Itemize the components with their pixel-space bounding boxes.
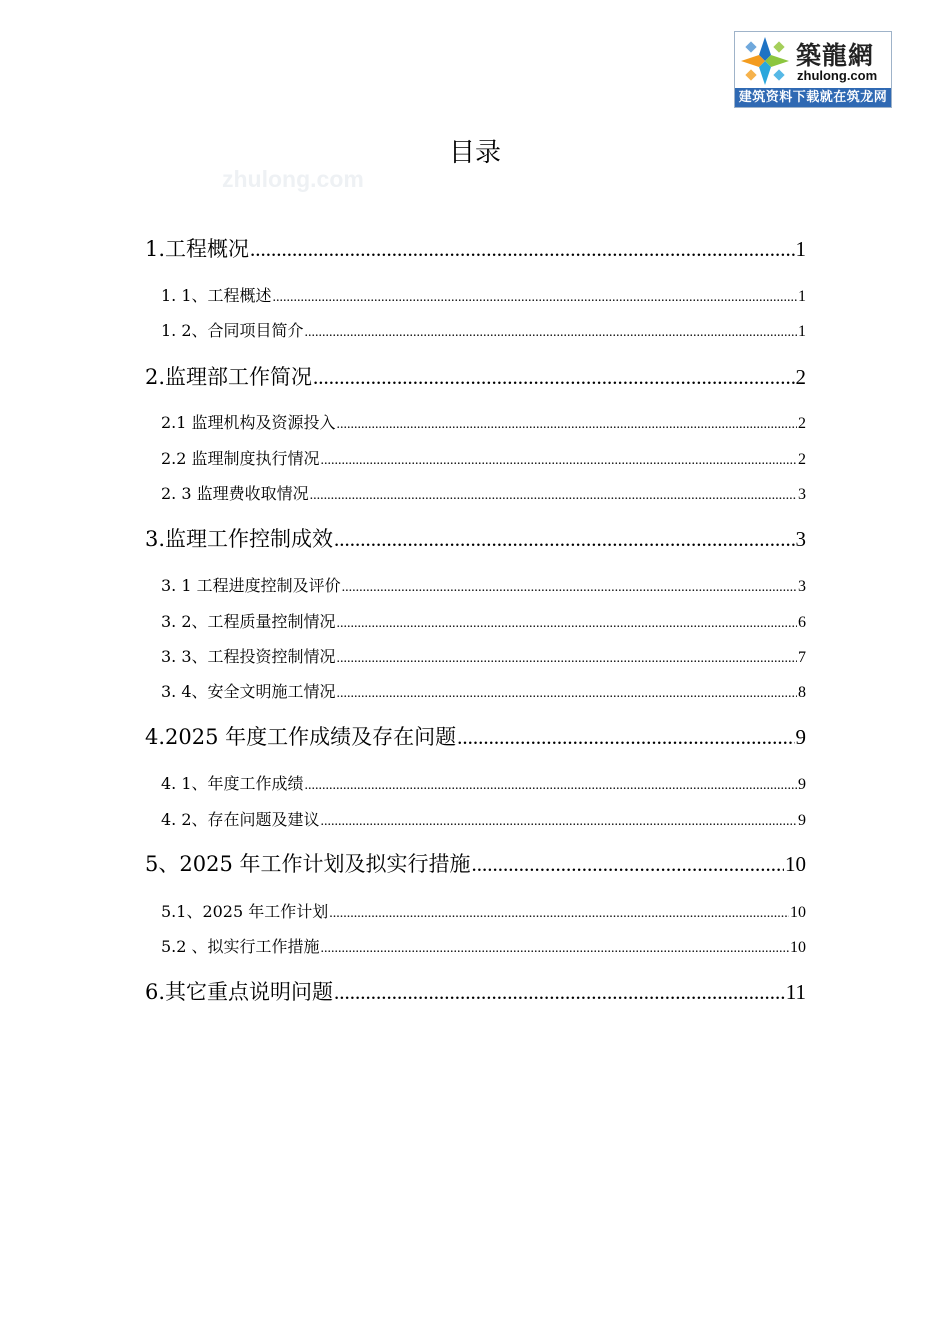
- toc-page-number: 1: [795, 237, 806, 261]
- toc-leader: [334, 980, 785, 1005]
- toc-page-number: 10: [785, 852, 806, 876]
- toc-entry-text: 1.工程概况: [145, 237, 250, 261]
- toc-leader: [337, 686, 797, 702]
- toc-entry[interactable]: [161, 283, 806, 306]
- toc-leader: [273, 290, 797, 306]
- toc-entry[interactable]: [161, 573, 806, 596]
- toc-entry-text: 2.2 监理制度执行情况: [161, 449, 320, 468]
- toc-entry-text: 5、2025 年工作计划及拟实行措施: [145, 852, 471, 876]
- toc-leader: [313, 365, 794, 390]
- toc-page-number: 3: [798, 578, 806, 595]
- toc-entry[interactable]: [161, 899, 806, 922]
- toc-entry-text: 3. 4、安全文明施工情况: [161, 682, 336, 701]
- toc-page-number: 2: [798, 415, 806, 432]
- toc-page-number: 10: [790, 904, 806, 921]
- toc-leader: [329, 906, 789, 922]
- toc-leader: [457, 725, 794, 750]
- toc-page-number: 11: [785, 980, 806, 1004]
- toc-leader: [321, 814, 797, 830]
- toc-entry[interactable]: [145, 361, 806, 391]
- toc-entry[interactable]: [161, 644, 806, 667]
- toc-leader: [321, 453, 797, 469]
- toc-entry[interactable]: [161, 807, 806, 830]
- toc-entry-text: 3. 1 工程进度控制及评价: [161, 576, 341, 595]
- toc-entry[interactable]: [161, 318, 806, 341]
- toc-leader: [321, 941, 789, 957]
- toc-entry[interactable]: [145, 976, 806, 1006]
- toc-page-number: 9: [795, 725, 806, 749]
- toc-leader: [305, 778, 797, 794]
- zhulong-logo: [734, 31, 892, 108]
- toc-leader: [334, 527, 794, 552]
- toc-entry-text: 6.其它重点说明问题: [145, 980, 334, 1004]
- toc-entry[interactable]: [161, 410, 806, 433]
- logo-slogan: 建筑资料下载就在筑龙网: [735, 88, 891, 107]
- page-title: 目录: [448, 138, 501, 168]
- toc-page-number: 6: [798, 614, 806, 631]
- toc-leader: [337, 651, 797, 667]
- toc-page-number: 9: [798, 776, 806, 793]
- logo-domain: zhulong.com: [797, 68, 878, 83]
- toc-entry-text: 3.监理工作控制成效: [145, 527, 334, 551]
- toc-entry-text: 2.1 监理机构及资源投入: [161, 413, 336, 432]
- toc-leader: [337, 616, 797, 632]
- toc-page-number: 2: [795, 365, 806, 389]
- toc-page-number: 3: [798, 486, 806, 503]
- toc-entry[interactable]: [145, 721, 806, 751]
- toc-entry[interactable]: [161, 771, 806, 794]
- toc-entry-text: 2.监理部工作简况: [145, 365, 313, 389]
- toc-page-number: 1: [798, 323, 806, 340]
- toc-page-number: 3: [795, 527, 806, 551]
- toc-page-number: 7: [798, 649, 806, 666]
- toc-page-number: 8: [798, 684, 806, 701]
- toc-entry-text: 5.1、2025 年工作计划: [161, 902, 329, 921]
- toc-entry[interactable]: [161, 679, 806, 702]
- toc-entry[interactable]: [145, 523, 806, 553]
- toc-leader: [342, 580, 797, 596]
- toc-page-number: 1: [798, 288, 806, 305]
- toc-leader: [250, 237, 794, 262]
- toc-entry[interactable]: [145, 848, 806, 878]
- toc-entry[interactable]: [145, 233, 806, 263]
- toc-entry-text: 1. 1、工程概述: [161, 286, 272, 305]
- watermark: zhulong.com: [222, 166, 364, 192]
- toc-entry-text: 4. 1、年度工作成绩: [161, 774, 304, 793]
- toc-entry-text: 5.2 、拟实行工作措施: [161, 937, 320, 956]
- toc-entry[interactable]: [161, 481, 806, 504]
- toc-entry[interactable]: [161, 446, 806, 469]
- toc-leader: [471, 852, 784, 877]
- toc-leader: [337, 417, 797, 433]
- toc-entry-text: 3. 3、工程投资控制情况: [161, 647, 336, 666]
- zhulong-logo-icon: [739, 35, 791, 87]
- toc-entry-text: 4. 2、存在问题及建议: [161, 810, 320, 829]
- toc-entry-text: 2. 3 监理费收取情况: [161, 484, 309, 503]
- toc-entry-text: 3. 2、工程质量控制情况: [161, 612, 336, 631]
- toc-page-number: 10: [790, 939, 806, 956]
- toc-entry-text: 4.2025 年度工作成绩及存在问题: [145, 725, 457, 749]
- logo-name: 築龍網: [796, 41, 875, 70]
- toc-page-number: 9: [798, 812, 806, 829]
- toc-leader: [305, 325, 797, 341]
- toc-entry[interactable]: [161, 934, 806, 957]
- toc-leader: [310, 488, 797, 504]
- toc-entry-text: 1. 2、合同项目简介: [161, 321, 304, 340]
- toc-page-number: 2: [798, 451, 806, 468]
- toc-entry[interactable]: [161, 609, 806, 632]
